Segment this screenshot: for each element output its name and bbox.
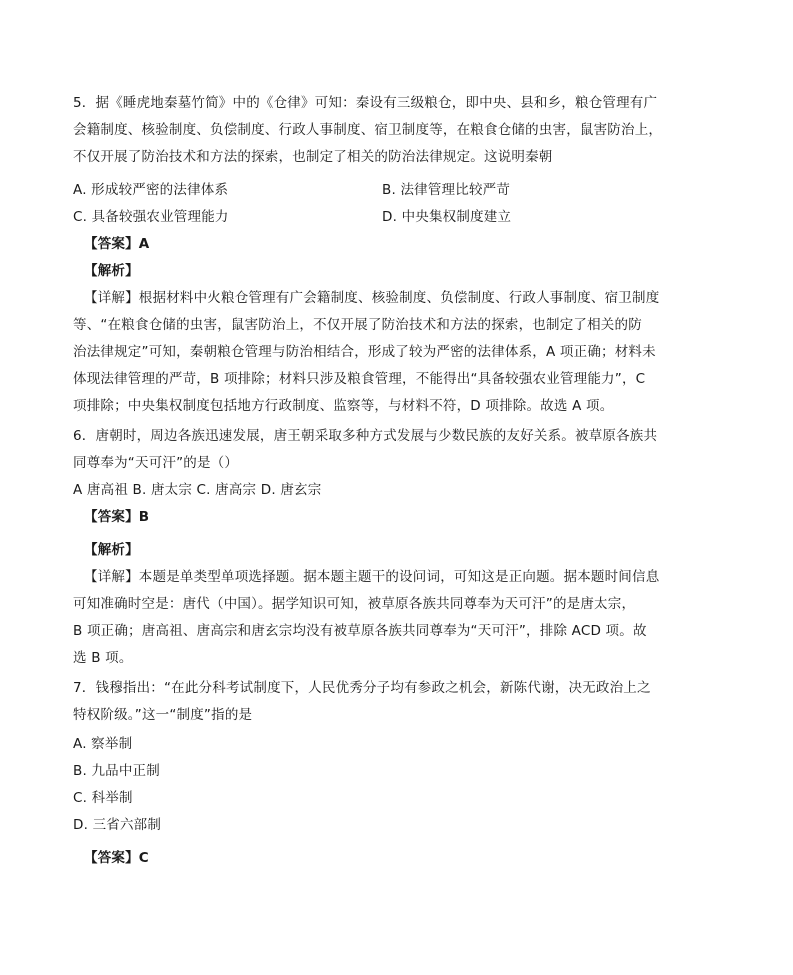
q6-stem-line-1: 6．唐朝时，周边各族迅速发展，唐王朝采取多种方式发展与少数民族的友好关系。被草原各族共: [73, 428, 658, 444]
q7-answer: 【答案】C: [84, 850, 149, 866]
q6-detail-line-4: 选 B 项。: [73, 650, 133, 666]
q5-stem-line-3: 不仅开展了防治技术和方法的探索，也制定了相关的防治法律规定。这说明秦朝: [73, 149, 553, 165]
q5-detail-line-3: 治法律规定”可知，秦朝粮仓管理与防治相结合，形成了较为严密的法律体系，A 项正确；材料未: [73, 344, 656, 360]
q5-answer: 【答案】A: [84, 236, 150, 252]
q7-stem-line-2: 特权阶级。”这一“制度”指的是: [73, 707, 253, 723]
q6-detail-line-1: 【详解】本题是单类型单项选择题。据本题主题干的设问词，可知这是正向题。据本题时间信息: [84, 569, 660, 585]
q5-stem-line-2: 会籍制度、核验制度、负偿制度、行政人事制度、宿卫制度等，在粮食仓储的虫害，鼠害防治上，: [73, 122, 663, 138]
q5-option-d: D. 中央集权制度建立: [382, 209, 512, 225]
q6-analysis-heading: 【解析】: [84, 542, 139, 558]
q5-option-b: B. 法律管理比较严苛: [382, 182, 511, 198]
q6-options: A 唐高祖 B. 唐太宗 C. 唐高宗 D. 唐玄宗: [73, 482, 322, 498]
q7-option-c: C. 科举制: [73, 790, 133, 806]
q6-answer: 【答案】B: [84, 509, 150, 525]
q5-option-a: A. 形成较严密的法律体系: [73, 182, 229, 198]
q7-option-b: B. 九品中正制: [73, 763, 160, 779]
q5-detail-line-4: 体现法律管理的严苛，B 项排除；材料只涉及粮食管理，不能得出“具备较强农业管理能力”，C: [73, 371, 646, 387]
q7-option-a: A. 察举制: [73, 736, 133, 752]
q6-detail-line-2: 可知准确时空是：唐代（中国）。据学知识可知，被草原各族共同尊奉为天可汗”的是唐太宗，: [73, 596, 636, 612]
q5-detail-line-2: 等、“在粮食仓储的虫害，鼠害防治上，不仅开展了防治技术和方法的探索，也制定了相关的防: [73, 317, 642, 333]
q5-detail-line-5: 项排除；中央集权制度包括地方行政制度、监察等，与材料不符，D 项排除。故选 A 项。: [73, 398, 614, 414]
q5-analysis-heading: 【解析】: [84, 263, 139, 279]
q6-detail-line-3: B 项正确；唐高祖、唐高宗和唐玄宗均没有被草原各族共同尊奉为“天可汗”，排除 ACD 项。故: [73, 623, 647, 639]
q6-stem-line-2: 同尊奉为“天可汗”的是（）: [73, 455, 239, 471]
q5-stem-line-1: 5．据《睡虎地秦墓竹简》中的《仓律》可知：秦设有三级粮仓，即中央、县和乡，粮仓管理有广: [73, 95, 658, 111]
q7-option-d: D. 三省六部制: [73, 817, 162, 833]
q7-stem-line-1: 7．钱穆指出：“在此分科考试制度下，人民优秀分子均有参政之机会，新陈代谢，决无政治上之: [73, 680, 651, 696]
q5-detail-line-1: 【详解】根据材料中火粮仓管理有广会籍制度、核验制度、负偿制度、行政人事制度、宿卫制度: [84, 290, 660, 306]
q5-option-c: C. 具备较强农业管理能力: [73, 209, 229, 225]
